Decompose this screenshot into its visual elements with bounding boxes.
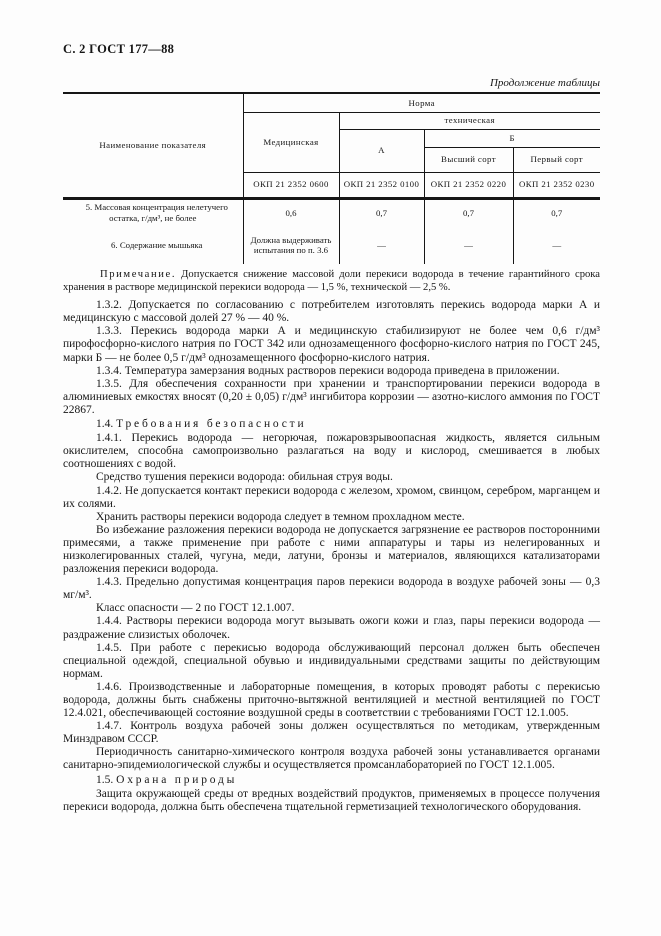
- value-cell: Должна выдерживать испытания по п. 3.6: [243, 226, 339, 264]
- paragraph-1-3-5: 1.3.5. Для обеспечения сохранности при хранении и транспортировании перекиси водорода в алюминиевых емкостях вносят (0,20 ± 0,05) г/дм³ ингибитора коррозии — азотно-кислого аммония по ГОСТ 22867.: [63, 377, 600, 416]
- paragraph-1-3-3: 1.3.3. Перекись водорода марки А и медицинскую стабилизируют не более чем 0,6 г/дм³ пирофосфорно-кислого натрия по ГОСТ 342 или однозамещенного фосфорно-кислого натрия по ГОСТ 245, марки Б — не более 0,5 г/дм³ однозамещенного фосфорно-кислого натрия.: [63, 325, 600, 364]
- paragraph-1-4-6: 1.4.6. Производственные и лабораторные помещения, в которых проводят работы с перекисью водорода, должны быть снабжены приточно-вытяжной вентиляцией и местной вентиляцией по ГОСТ 12.4.021, обеспечивающей состояние воздушной среды в соответствии с требованиями ГОСТ 12.1.005.: [63, 680, 600, 720]
- page-content: [63, 42, 600, 814]
- paragraph-1-3-4: 1.3.4. Температура замерзания водных растворов перекиси водорода приведена в приложении.: [96, 364, 560, 377]
- row-name-cell: 5. Массовая концентрация нелетучего остатка, г/дм³, не более: [63, 198, 243, 226]
- value-cell: —: [424, 226, 513, 264]
- paragraph-storage: Хранить растворы перекиси водорода следует в темном прохладном месте.: [96, 510, 465, 523]
- okp-code-grade-first: ОКП 21 2352 0230: [513, 172, 600, 198]
- column-header-grade-high: Высший сорт: [424, 147, 513, 172]
- note-text: Допускается снижение массовой доли перекиси водорода в течение гарантийного срока хранения в растворе медицинской перекиси водорода — 1,5 %, технической — 2,5 %.: [63, 269, 600, 293]
- paragraph-1-4-1: 1.4.1. Перекись водорода — негорючая, пожаровзрывоопасная жидкость, является сильным окислителем, способна самопроизвольно разлагаться на воду и кислород, смешивается в любых соотношениях с водой.: [63, 432, 600, 471]
- section-number: 1.4.: [96, 418, 114, 431]
- paragraph-extinguishing: Средство тушения перекиси водорода: обильная струя воды.: [96, 471, 393, 484]
- body-text: [63, 269, 600, 814]
- value-cell: —: [513, 226, 600, 264]
- column-header-technical: техническая: [339, 112, 600, 129]
- paragraph-1-4-2: 1.4.2. Не допускается контакт перекиси водорода с железом, хромом, свинцом, серебром, марганцем и их солями.: [63, 484, 600, 510]
- value-cell: 0,7: [513, 198, 600, 226]
- paragraph-1-3-2: 1.3.2. Допускается по согласованию с потребителем изготовлять перекись водорода марки А и медицинскую с массовой долей 27 % — 40 %.: [63, 299, 600, 325]
- value-cell: 0,7: [339, 198, 424, 226]
- section-number: 1.5.: [96, 773, 114, 786]
- value-cell: —: [339, 226, 424, 264]
- column-header-medical: Медицинская: [243, 112, 339, 172]
- note-paragraph: [63, 269, 600, 294]
- paragraph-1-4-4: 1.4.4. Растворы перекиси водорода могут вызывать ожоги кожи и глаз, пары перекиси водорода — раздражение слизистых оболочек.: [63, 615, 600, 641]
- paragraph-1-4-7: 1.4.7. Контроль воздуха рабочей зоны должен осуществляться по методикам, утвержденным Минздравом СССР.: [63, 720, 600, 746]
- column-header-name: Наименование показателя: [63, 93, 243, 198]
- section-title: Охрана природы: [116, 773, 238, 786]
- okp-code-mark-a: ОКП 21 2352 0100: [339, 172, 424, 198]
- column-header-norma: Норма: [243, 93, 600, 112]
- okp-code-grade-high: ОКП 21 2352 0220: [424, 172, 513, 198]
- specs-table: [63, 92, 600, 264]
- value-cell: 0,7: [424, 198, 513, 226]
- table-row-arsenic-content: [63, 226, 600, 264]
- paragraph-1-4-3: 1.4.3. Предельно допустимая концентрация паров перекиси водорода в воздухе рабочей зоны — 0,3 мг/м³.: [63, 576, 600, 602]
- okp-code-medical: ОКП 21 2352 0600: [243, 172, 339, 198]
- paragraph-1-4-5: 1.4.5. При работе с перекисью водорода обслуживающий персонал должен быть обеспечен специальной одеждой, специальной обувью и индивидуальными средствами защиты по действующим нормам.: [63, 641, 600, 680]
- column-header-mark-b: Б: [424, 129, 600, 147]
- note-label: Примечание.: [100, 269, 177, 280]
- table-row-nonvolatile-residue: [63, 198, 600, 226]
- running-header: С. 2 ГОСТ 177—88: [63, 42, 175, 56]
- section-heading-1-5: [63, 774, 600, 787]
- paragraph-contamination: Во избежание разложения перекиси водорода не допускается загрязнение ее растворов посторонними примесями, а также применение при работе с ними аппаратуры и тары из нелегированных и низколегированных сталей, чугуна, меди, латуни, бронзы и материалов, являющихся катализаторами разложения перекиси водорода.: [63, 523, 600, 576]
- paragraph-environment: Защита окружающей среды от вредных воздействий продуктов, применяемых в процессе получения перекиси водорода, должна быть обеспечена тщательной герметизацией технологического оборудования.: [63, 787, 600, 813]
- row-name-cell: 6. Содержание мышьяка: [63, 226, 243, 264]
- table-continuation-caption: Продолжение таблицы: [489, 77, 600, 89]
- column-header-mark-a: А: [339, 129, 424, 172]
- value-cell: 0,6: [243, 198, 339, 226]
- paragraph-monitoring-frequency: Периодичность санитарно-химического контроля воздуха рабочей зоны устанавливается органами санитарно-эпидемиологической службы и осуществляется промсанлабораторией по ГОСТ 12.1.005.: [63, 746, 600, 772]
- section-title: Требования безопасности: [116, 418, 307, 431]
- column-header-grade-first: Первый сорт: [513, 147, 600, 172]
- table-row: [63, 93, 600, 112]
- section-heading-1-4: [63, 418, 600, 431]
- paragraph-hazard-class: Класс опасности — 2 по ГОСТ 12.1.007.: [96, 602, 295, 615]
